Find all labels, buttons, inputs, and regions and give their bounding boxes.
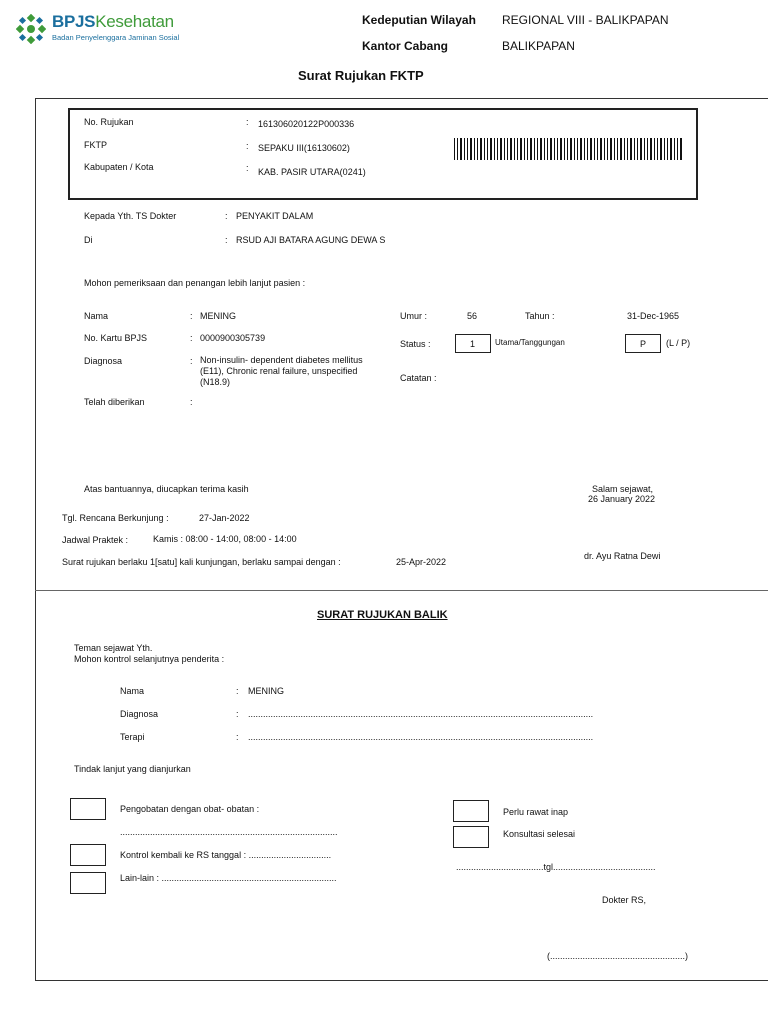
deputi-label: Kedeputian Wilayah [362, 13, 476, 27]
balik-diagnosa-label: Diagnosa [120, 709, 159, 719]
umur-label: Umur : [400, 311, 427, 321]
status-label: Status : [400, 339, 431, 349]
barcode-bar [560, 138, 562, 160]
di-label: Di [84, 235, 93, 245]
barcode-bar [587, 138, 588, 160]
barcode-bar [544, 138, 545, 160]
colon: : [190, 356, 193, 366]
barcode-bar [637, 138, 638, 160]
salam-text: Salam sejawat, [592, 484, 654, 494]
umur-value: 56 [467, 311, 478, 321]
barcode-bar [467, 138, 468, 160]
barcode-bar [604, 138, 605, 160]
barcode-bar [454, 138, 455, 160]
barcode-bar [620, 138, 622, 160]
checkbox-lain[interactable] [70, 872, 106, 894]
barcode-bar [547, 138, 548, 160]
balik-title: SURAT RUJUKAN BALIK [317, 609, 448, 621]
opt-obat: Pengobatan dengan obat- obatan : [120, 804, 260, 814]
barcode-bar [577, 138, 578, 160]
nama-value: MENING [200, 311, 236, 321]
section-divider [35, 590, 768, 591]
barcode-bar [500, 138, 502, 160]
barcode-bar [670, 138, 672, 160]
barcode-bar [664, 138, 665, 160]
colon: : [236, 686, 239, 696]
barcode-bar [470, 138, 472, 160]
obat-dots: ....................................................................................... [120, 827, 338, 837]
kab-value: KAB. PASIR UTARA(0241) [258, 167, 366, 177]
barcode-bar [497, 138, 498, 160]
colon: : [236, 732, 239, 742]
barcode-bar [524, 138, 525, 160]
barcode-bar [630, 138, 632, 160]
colon: : [246, 117, 249, 127]
opt-konsul: Konsultasi selesai [503, 829, 576, 839]
barcode [454, 138, 684, 160]
logo-brand-a: BPJS [52, 12, 96, 31]
barcode-bar [614, 138, 615, 160]
barcode-bar [657, 138, 658, 160]
kepada-value: PENYAKIT DALAM [236, 211, 314, 221]
barcode-bar [537, 138, 538, 160]
barcode-bar [494, 138, 495, 160]
colon: : [190, 397, 193, 407]
balik-terapi-label: Terapi [120, 732, 145, 742]
no-rujukan-label: No. Rujukan [84, 117, 134, 127]
bpjs-logo-icon [16, 14, 46, 44]
tindak-label: Tindak lanjut yang dianjurkan [74, 764, 191, 774]
no-rujukan-value: 161306020122P000336 [258, 119, 355, 129]
barcode-bar [624, 138, 625, 160]
balik-greet2: Mohon kontrol selanjutnya penderita : [74, 654, 225, 664]
sex-value: P [640, 339, 647, 349]
nama-label: Nama [84, 311, 109, 321]
barcode-bar [530, 138, 532, 160]
colon: : [190, 311, 193, 321]
barcode-bar [554, 138, 555, 160]
barcode-bar [617, 138, 618, 160]
barcode-bar [600, 138, 602, 160]
kab-label: Kabupaten / Kota [84, 162, 154, 172]
barcode-bar [507, 138, 508, 160]
barcode-bar [504, 138, 505, 160]
kepada-label: Kepada Yth. TS Dokter [84, 211, 177, 221]
barcode-bar [660, 138, 662, 160]
barcode-bar [527, 138, 528, 160]
fktp-value: SEPAKU III(16130602) [258, 143, 350, 153]
page-title: Surat Rujukan FKTP [298, 68, 424, 83]
barcode-bar [490, 138, 492, 160]
barcode-bar [584, 138, 585, 160]
colon: : [246, 163, 249, 173]
barcode-bar [567, 138, 568, 160]
tgl-rencana-value: 27-Jan-2022 [199, 513, 250, 523]
barcode-bar [510, 138, 512, 160]
kartu-value: 0000900305739 [200, 333, 266, 343]
barcode-bar [634, 138, 635, 160]
sex-desc: (L / P) [666, 338, 691, 348]
signature-line: (......................................................) [547, 951, 689, 961]
barcode-bar [627, 138, 628, 160]
barcode-bar [457, 138, 458, 160]
barcode-bar [607, 138, 608, 160]
catatan-label: Catatan : [400, 373, 437, 383]
request-text: Mohon pemeriksaan dan penangan lebih lanjut pasien : [84, 278, 306, 288]
thanks-text: Atas bantuannya, diucapkan terima kasih [84, 484, 249, 494]
colon: : [190, 333, 193, 343]
barcode-bar [580, 138, 582, 160]
opt-kontrol: Kontrol kembali ke RS tanggal : ................................. [120, 850, 332, 860]
checkbox-kontrol[interactable] [70, 844, 106, 866]
berlaku-value: 25-Apr-2022 [396, 557, 447, 567]
deputi-value: REGIONAL VIII - BALIKPAPAN [502, 13, 669, 27]
terapi-dots: .......................................................................................................................................... [248, 732, 594, 742]
barcode-bar [557, 138, 558, 160]
logo-brand-b: Kesehatan [95, 12, 174, 31]
barcode-bar [677, 138, 678, 160]
barcode-bar [644, 138, 645, 160]
barcode-bar [597, 138, 598, 160]
doctor-name: dr. Ayu Ratna Dewi [584, 551, 661, 561]
tahun-value: 31-Dec-1965 [627, 311, 680, 321]
barcode-bar [540, 138, 542, 160]
colon: : [246, 141, 249, 151]
barcode-bar [674, 138, 675, 160]
checkbox-konsultasi[interactable] [453, 826, 489, 848]
barcode-bar [564, 138, 565, 160]
barcode-bar [460, 138, 462, 160]
barcode-bar [520, 138, 522, 160]
barcode-bar [484, 138, 485, 160]
barcode-bar [650, 138, 652, 160]
barcode-bar [477, 138, 478, 160]
diagnosa-value: Non-insulin- dependent diabetes mellitus (E11), Chronic renal failure, unspecified (N18.9) [200, 355, 363, 387]
opt-lain: Lain-lain : ...................................................................... [120, 873, 337, 883]
jadwal-label: Jadwal Praktek : [62, 535, 129, 545]
barcode-bar [610, 138, 612, 160]
barcode-bar [474, 138, 475, 160]
barcode-bar [480, 138, 482, 160]
barcode-bar [487, 138, 488, 160]
cabang-value: BALIKPAPAN [502, 39, 575, 53]
barcode-bar [647, 138, 648, 160]
checkbox-rawat-inap[interactable] [453, 800, 489, 822]
document-frame [35, 98, 768, 981]
barcode-bar [464, 138, 465, 160]
berlaku-label: Surat rujukan berlaku 1[satu] kali kunjungan, berlaku sampai dengan : [62, 557, 341, 567]
barcode-bar [667, 138, 668, 160]
diagnosa-dots: .......................................................................................................................................... [248, 709, 594, 719]
barcode-bar [594, 138, 595, 160]
jadwal-value: Kamis : 08:00 - 14:00, 08:00 - 14:00 [153, 534, 297, 544]
diagnosa-label: Diagnosa [84, 356, 123, 366]
barcode-bar [640, 138, 642, 160]
logo-tagline: Badan Penyelenggara Jaminan Sosial [52, 33, 180, 42]
diberikan-label: Telah diberikan [84, 397, 145, 407]
barcode-bar [534, 138, 535, 160]
letter-date: 26 January 2022 [588, 494, 656, 504]
checkbox-obat[interactable] [70, 798, 106, 820]
fktp-label: FKTP [84, 140, 108, 150]
colon: : [225, 211, 228, 221]
balik-nama-value: MENING [248, 686, 284, 696]
barcode-bar [654, 138, 655, 160]
balik-nama-label: Nama [120, 686, 145, 696]
tahun-label: Tahun : [525, 311, 555, 321]
status-value: 1 [470, 339, 476, 349]
tgl-line: ...................................tgl......................................... [456, 862, 656, 872]
balik-greet1: Teman sejawat Yth. [74, 643, 153, 653]
opt-rawat: Perlu rawat inap [503, 807, 569, 817]
cabang-label: Kantor Cabang [362, 39, 449, 53]
barcode-bar [574, 138, 575, 160]
barcode-bar [514, 138, 515, 160]
kartu-label: No. Kartu BPJS [84, 333, 148, 343]
dokter-rs-label: Dokter RS, [602, 895, 647, 905]
barcode-bar [517, 138, 518, 160]
di-value: RSUD AJI BATARA AGUNG DEWA S [236, 235, 386, 245]
status-desc: Utama/Tanggungan [495, 338, 565, 347]
bpjs-logo [16, 12, 196, 46]
barcode-bar [570, 138, 572, 160]
barcode-bar [680, 138, 682, 160]
colon: : [225, 235, 228, 245]
colon: : [236, 709, 239, 719]
barcode-bar [590, 138, 592, 160]
barcode-bar [550, 138, 552, 160]
tgl-rencana-label: Tgl. Rencana Berkunjung : [62, 513, 169, 523]
